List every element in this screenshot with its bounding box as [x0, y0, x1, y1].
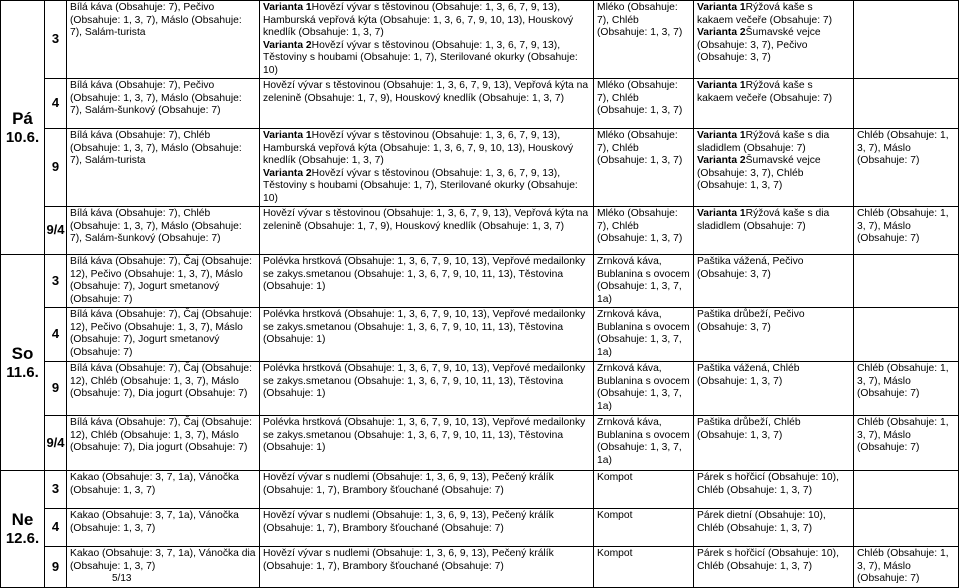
dinner-text: Paštika drůbeží, Pečivo (Obsahuje: 3, 7)	[697, 309, 805, 333]
lunch-item	[263, 80, 590, 105]
lunch-item	[263, 208, 590, 233]
dinner-item	[697, 130, 850, 155]
dinner-cell	[694, 362, 854, 416]
dinner-text: Párek dietní (Obsahuje: 10), Chléb (Obsahuje: 1, 3, 7)	[697, 510, 826, 534]
second-dinner-cell	[854, 1, 959, 79]
diet-group: 3	[45, 255, 67, 308]
snack-cell: Zrnková káva, Bublanina s ovocem (Obsahuje: 1, 3, 7, 1a)	[594, 308, 694, 362]
lunch-item	[263, 168, 590, 206]
dinner-cell	[694, 547, 854, 588]
lunch-item	[263, 548, 590, 573]
lunch-cell	[260, 1, 594, 79]
lunch-item	[263, 472, 590, 497]
breakfast-cell: Bílá káva (Obsahuje: 7), Chléb (Obsahuje: 1, 3, 7), Máslo (Obsahuje: 7), Salám-turista	[67, 129, 260, 207]
snack-cell: Kompot	[594, 471, 694, 509]
dinner-item	[697, 2, 850, 27]
dinner-item	[697, 208, 850, 233]
diet-group: 4	[45, 308, 67, 362]
lunch-cell	[260, 416, 594, 471]
dinner-item	[697, 80, 850, 105]
variant-label: Varianta 1	[697, 2, 746, 13]
menu-row	[1, 547, 959, 588]
variant-label: Varianta 2	[697, 155, 746, 166]
snack-cell: Zrnková káva, Bublanina s ovocem (Obsahuje: 1, 3, 7, 1a)	[594, 416, 694, 471]
second-dinner-cell	[854, 509, 959, 547]
lunch-text: Hovězí vývar s těstovinou (Obsahuje: 1, 3, 6, 7, 9, 13), Těstoviny s houbami (Obsahuje: 1, 7), Sterilované okurky (Obsahuje: 10)	[263, 167, 578, 204]
snack-cell: Mléko (Obsahuje: 7), Chléb (Obsahuje: 1, 3, 7)	[594, 1, 694, 79]
dinner-text: Šumavské vejce (Obsahuje: 3, 7), Pečivo (Obsahuje: 3, 7)	[697, 27, 821, 63]
snack-cell: Zrnková káva, Bublanina s ovocem (Obsahuje: 1, 3, 7, 1a)	[594, 362, 694, 416]
diet-group: 3	[45, 471, 67, 509]
lunch-cell	[260, 207, 594, 255]
lunch-cell	[260, 471, 594, 509]
lunch-cell	[260, 129, 594, 207]
lunch-text: Hovězí vývar s těstovinou (Obsahuje: 1, 3, 6, 7, 9, 13), Vepřová kýta na zelenině (Obsahuje: 1, 7, 9), Houskový knedlík (Obsahuje: 1, 3, 7)	[263, 80, 589, 104]
dinner-item	[697, 256, 850, 281]
dinner-text: Párek s hořčicí (Obsahuje: 10), Chléb (Obsahuje: 1, 3, 7)	[697, 472, 839, 496]
lunch-text: Hovězí vývar s nudlemi (Obsahuje: 1, 3, 6, 9, 13), Pečený králík (Obsahuje: 1, 7), Brambory šťouchané (Obsahuje: 7)	[263, 472, 554, 496]
dinner-text: Rýžová kaše s kakaem večeře (Obsahuje: 7)	[697, 80, 833, 104]
day-name: Ne	[11, 510, 34, 529]
diet-group: 9/4	[45, 416, 67, 471]
lunch-cell	[260, 255, 594, 308]
breakfast-cell: Bílá káva (Obsahuje: 7), Pečivo (Obsahuje: 1, 3, 7), Máslo (Obsahuje: 7), Salám-šunkový (Obsahuje: 7)	[67, 79, 260, 129]
menu-row	[1, 207, 959, 255]
day-cell	[1, 1, 45, 255]
dinner-item	[697, 363, 850, 388]
diet-group: 9/4	[45, 207, 67, 255]
day-cell	[1, 471, 45, 588]
lunch-cell	[260, 79, 594, 129]
second-dinner-cell	[854, 255, 959, 308]
dinner-item	[697, 417, 850, 442]
lunch-text: Polévka hrstková (Obsahuje: 1, 3, 6, 7, 9, 10, 13), Vepřové medailonky se zakys.smetanou (Obsahuje: 1, 3, 6, 7, 9, 10, 11, 13), Těstovina (Obsahuje: 1)	[263, 309, 586, 345]
snack-cell: Mléko (Obsahuje: 7), Chléb (Obsahuje: 1, 3, 7)	[594, 207, 694, 255]
menu-row	[1, 79, 959, 129]
dinner-cell	[694, 308, 854, 362]
lunch-item	[263, 40, 590, 78]
lunch-cell	[260, 308, 594, 362]
lunch-text: Polévka hrstková (Obsahuje: 1, 3, 6, 7, 9, 10, 13), Vepřové medailonky se zakys.smetanou (Obsahuje: 1, 3, 6, 7, 9, 10, 11, 13), Těstovina (Obsahuje: 1)	[263, 256, 586, 292]
dinner-cell	[694, 1, 854, 79]
dinner-item	[697, 472, 850, 497]
dinner-item	[697, 510, 850, 535]
snack-cell: Mléko (Obsahuje: 7), Chléb (Obsahuje: 1, 3, 7)	[594, 129, 694, 207]
breakfast-cell: Bílá káva (Obsahuje: 7), Čaj (Obsahuje: 12), Chléb (Obsahuje: 1, 3, 7), Máslo (Obsahuje: 7), Dia jogurt (Obsahuje: 7)	[67, 416, 260, 471]
dinner-text: Párek s hořčicí (Obsahuje: 10), Chléb (Obsahuje: 1, 3, 7)	[697, 548, 839, 572]
lunch-cell	[260, 509, 594, 547]
dinner-text: Šumavské vejce (Obsahuje: 3, 7), Chléb (Obsahuje: 1, 3, 7)	[697, 155, 821, 191]
dinner-cell	[694, 471, 854, 509]
dinner-item	[697, 548, 850, 573]
lunch-text: Hovězí vývar s těstovinou (Obsahuje: 1, 3, 6, 7, 9, 13), Hamburská vepřová kýta (Obsahuje: 1, 3, 6, 7, 9, 10, 13), Houskový knedlík (Obsahuje: 1, 3, 7)	[263, 130, 574, 166]
snack-cell: Kompot	[594, 509, 694, 547]
menu-row	[1, 509, 959, 547]
second-dinner-cell	[854, 471, 959, 509]
lunch-item	[263, 130, 590, 168]
menu-row	[1, 1, 959, 79]
dinner-item	[697, 27, 850, 65]
breakfast-cell: Bílá káva (Obsahuje: 7), Chléb (Obsahuje: 1, 3, 7), Máslo (Obsahuje: 7), Salám-šunkový (Obsahuje: 7)	[67, 207, 260, 255]
variant-label: Varianta 2	[263, 39, 312, 51]
second-dinner-cell: Chléb (Obsahuje: 1, 3, 7), Máslo (Obsahuje: 7)	[854, 416, 959, 471]
second-dinner-cell: Chléb (Obsahuje: 1, 3, 7), Máslo (Obsahuje: 7)	[854, 547, 959, 588]
lunch-text: Polévka hrstková (Obsahuje: 1, 3, 6, 7, 9, 10, 13), Vepřové medailonky se zakys.smetanou (Obsahuje: 1, 3, 6, 7, 9, 10, 11, 13), Těstovina (Obsahuje: 1)	[263, 417, 586, 453]
breakfast-cell: Kakao (Obsahuje: 3, 7, 1a), Vánočka (Obsahuje: 1, 3, 7)	[67, 471, 260, 509]
lunch-cell	[260, 547, 594, 588]
day-date: 12.6.	[5, 530, 40, 547]
variant-label: Varianta 1	[697, 208, 746, 219]
lunch-text: Hovězí vývar s těstovinou (Obsahuje: 1, 3, 6, 7, 9, 13), Vepřová kýta na zelenině (Obsahuje: 1, 7, 9), Houskový knedlík (Obsahuje: 1, 3, 7)	[263, 208, 589, 232]
menu-row	[1, 308, 959, 362]
breakfast-cell: Bílá káva (Obsahuje: 7), Pečivo (Obsahuje: 1, 3, 7), Máslo (Obsahuje: 7), Salám-turista	[67, 1, 260, 79]
menu-row	[1, 129, 959, 207]
second-dinner-cell	[854, 79, 959, 129]
dinner-cell	[694, 129, 854, 207]
second-dinner-cell: Chléb (Obsahuje: 1, 3, 7), Máslo (Obsahuje: 7)	[854, 129, 959, 207]
page-number: 5/13	[112, 573, 132, 584]
diet-group: 4	[45, 509, 67, 547]
lunch-item	[263, 363, 590, 401]
second-dinner-cell	[854, 308, 959, 362]
lunch-text: Hovězí vývar s těstovinou (Obsahuje: 1, 3, 6, 7, 9, 13), Těstoviny s houbami (Obsahuje: 1, 7), Sterilované okurky (Obsahuje: 10)	[263, 39, 578, 76]
dinner-text: Rýžová kaše s dia sladidlem (Obsahuje: 7)	[697, 208, 830, 232]
variant-label: Varianta 1	[263, 2, 312, 13]
dinner-item	[697, 155, 850, 193]
breakfast-cell: Bílá káva (Obsahuje: 7), Čaj (Obsahuje: 12), Pečivo (Obsahuje: 1, 3, 7), Máslo (Obsahuje: 7), Jogurt smetanový (Obsahuje: 7)	[67, 255, 260, 308]
dinner-text: Rýžová kaše s dia sladidlem (Obsahuje: 7)	[697, 130, 830, 154]
menu-body	[1, 1, 959, 588]
variant-label: Varianta 2	[697, 27, 746, 38]
diet-group: 9	[45, 362, 67, 416]
dinner-text: Paštika drůbeží, Chléb (Obsahuje: 1, 3, 7)	[697, 417, 801, 441]
dinner-item	[697, 309, 850, 334]
breakfast-cell: Kakao (Obsahuje: 3, 7, 1a), Vánočka (Obsahuje: 1, 3, 7)	[67, 509, 260, 547]
variant-label: Varianta 2	[263, 167, 312, 179]
day-name: Pá	[12, 108, 33, 128]
snack-cell: Kompot	[594, 547, 694, 588]
breakfast-cell: Bílá káva (Obsahuje: 7), Čaj (Obsahuje: 12), Pečivo (Obsahuje: 1, 3, 7), Máslo (Obsahuje: 7), Jogurt smetanový (Obsahuje: 7)	[67, 308, 260, 362]
breakfast-cell: Kakao (Obsahuje: 3, 7, 1a), Vánočka dia (Obsahuje: 1, 3, 7)	[67, 547, 260, 588]
variant-label: Varianta 1	[263, 130, 312, 141]
menu-row	[1, 362, 959, 416]
diet-group: 4	[45, 79, 67, 129]
day-name: So	[11, 343, 34, 363]
diet-group: 9	[45, 129, 67, 207]
variant-label: Varianta 1	[697, 80, 746, 91]
lunch-cell	[260, 362, 594, 416]
diet-group: 9	[45, 547, 67, 588]
day-date: 11.6.	[6, 363, 39, 381]
menu-row	[1, 471, 959, 509]
dinner-text: Paštika vážená, Pečivo (Obsahuje: 3, 7)	[697, 256, 804, 280]
second-dinner-cell: Chléb (Obsahuje: 1, 3, 7), Máslo (Obsahuje: 7)	[854, 207, 959, 255]
lunch-item	[263, 309, 590, 347]
diet-group: 3	[45, 1, 67, 79]
lunch-item	[263, 417, 590, 455]
dinner-text: Paštika vážená, Chléb (Obsahuje: 1, 3, 7)	[697, 363, 800, 387]
lunch-item	[263, 256, 590, 294]
dinner-cell	[694, 79, 854, 129]
snack-cell: Mléko (Obsahuje: 7), Chléb (Obsahuje: 1, 3, 7)	[594, 79, 694, 129]
lunch-text: Hovězí vývar s nudlemi (Obsahuje: 1, 3, 6, 9, 13), Pečený králík (Obsahuje: 1, 7), Brambory šťouchané (Obsahuje: 7)	[263, 510, 554, 534]
lunch-item	[263, 2, 590, 40]
dinner-cell	[694, 255, 854, 308]
menu-row	[1, 255, 959, 308]
dinner-cell	[694, 509, 854, 547]
breakfast-cell: Bílá káva (Obsahuje: 7), Čaj (Obsahuje: 12), Chléb (Obsahuje: 1, 3, 7), Máslo (Obsahuje: 7), Dia jogurt (Obsahuje: 7)	[67, 362, 260, 416]
lunch-text: Hovězí vývar s těstovinou (Obsahuje: 1, 3, 6, 7, 9, 13), Hamburská vepřová kýta (Obsahuje: 1, 3, 6, 7, 9, 10, 13), Houskový knedlík (Obsahuje: 1, 3, 7)	[263, 2, 574, 38]
second-dinner-cell: Chléb (Obsahuje: 1, 3, 7), Máslo (Obsahuje: 7)	[854, 362, 959, 416]
lunch-item	[263, 510, 590, 535]
day-date: 10.6.	[5, 128, 40, 146]
dinner-cell	[694, 207, 854, 255]
day-cell	[1, 255, 45, 471]
snack-cell: Zrnková káva, Bublanina s ovocem (Obsahuje: 1, 3, 7, 1a)	[594, 255, 694, 308]
dinner-cell	[694, 416, 854, 471]
variant-label: Varianta 1	[697, 130, 746, 141]
lunch-text: Hovězí vývar s nudlemi (Obsahuje: 1, 3, 6, 9, 13), Pečený králík (Obsahuje: 1, 7), Brambory šťouchané (Obsahuje: 7)	[263, 548, 554, 572]
dinner-text: Rýžová kaše s kakaem večeře (Obsahuje: 7)	[697, 2, 833, 26]
menu-row	[1, 416, 959, 471]
lunch-text: Polévka hrstková (Obsahuje: 1, 3, 6, 7, 9, 10, 13), Vepřové medailonky se zakys.smetanou (Obsahuje: 1, 3, 6, 7, 9, 10, 11, 13), Těstovina (Obsahuje: 1)	[263, 363, 586, 399]
